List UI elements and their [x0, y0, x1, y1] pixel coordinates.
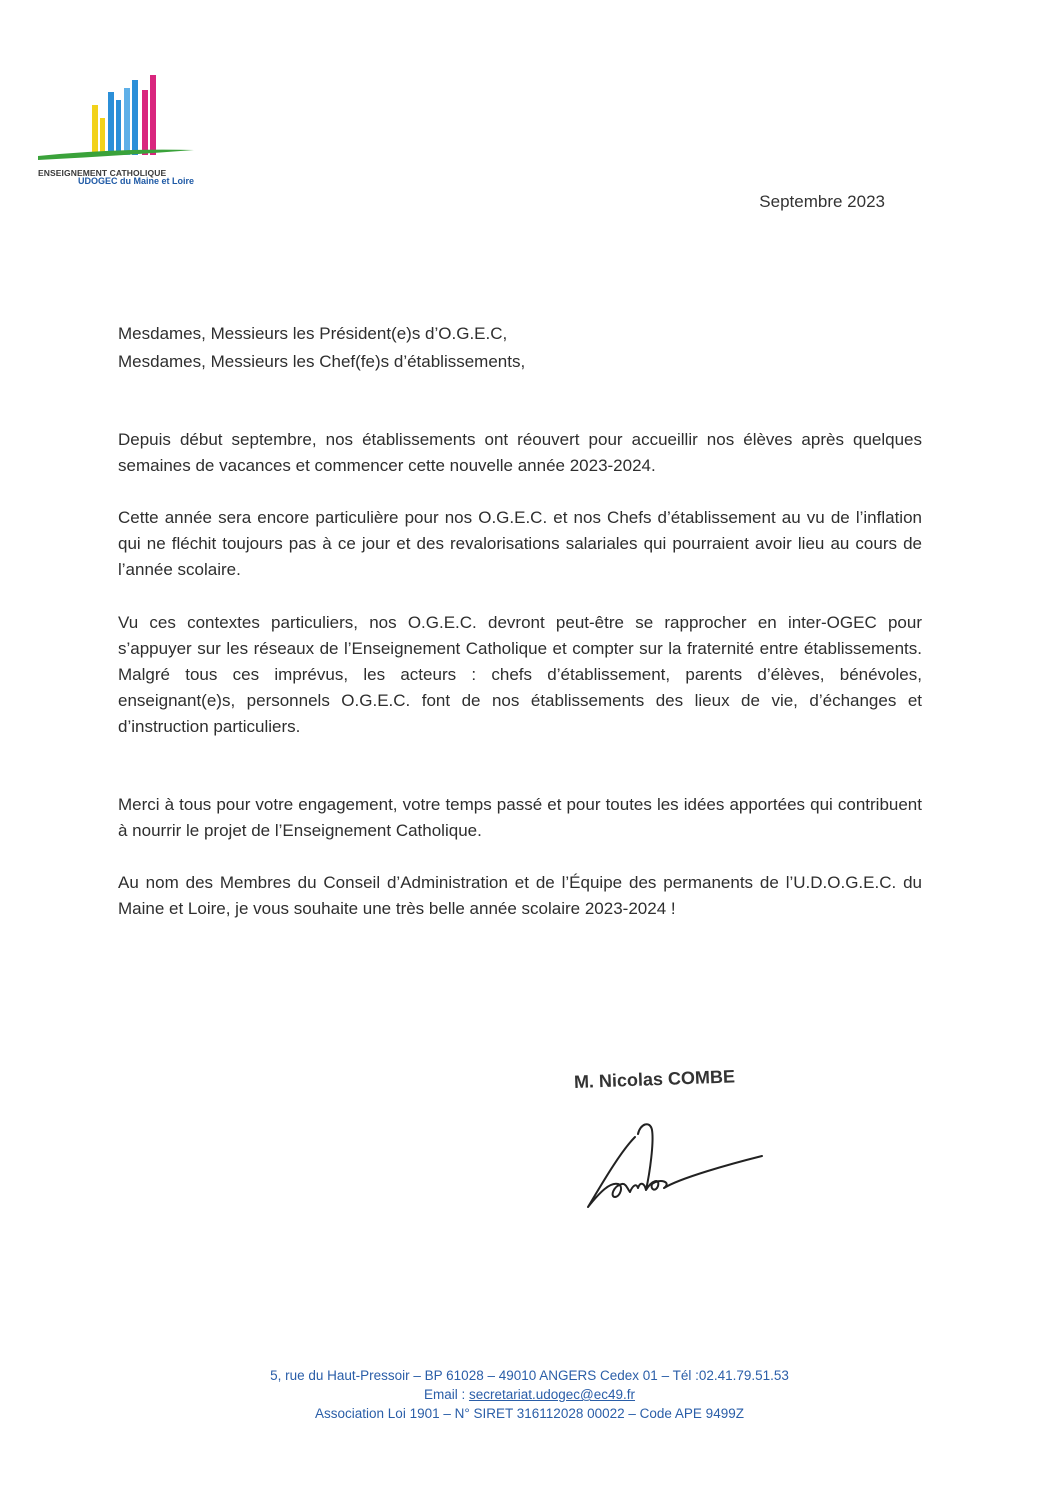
- enseignement-catholique-logo-icon: [36, 70, 206, 170]
- salutation-line: Mesdames, Messieurs les Président(e)s d’O.G.E.C,: [118, 324, 508, 343]
- body-paragraph: Merci à tous pour votre engagement, votre temps passé et pour toutes les idées apportées qui contribuent à nourrir le projet de l’Enseignement Catholique.: [118, 795, 922, 840]
- footer: [0, 1366, 1059, 1423]
- letter-date: Septembre 2023: [759, 192, 885, 211]
- body-paragraph: Vu ces contextes particuliers, nos O.G.E.C. devront peut-être se rapprocher en inter-OGEC pour s’appuyer sur les réseaux de l’Enseignement Catholique et compter sur la fraternité entre établissements. Malgré tous ces imprévus, les acteurs : chefs d’établissement, parents d’élèves, bénévoles, enseignant(e)s, personnels O.G.E.C. font de nos établissements des lieux de vie, d’échanges et d’instruction particuliers.: [118, 613, 922, 736]
- body-paragraph: Au nom des Membres du Conseil d’Administration et de l’Équipe des permanents de l’U.D.O.G.E.C. du Maine et Loire, je vous souhaite une très belle année scolaire 2023-2024 !: [118, 873, 922, 918]
- body-paragraph: Cette année sera encore particulière pour nos O.G.E.C. et nos Chefs d’établissement au vu de l’inflation qui ne fléchit toujours pas à ce jour et des revalorisations salariales qui pourraient avoir lieu au cours de l’année scolaire.: [118, 508, 922, 579]
- footer-email-label: Email :: [423, 1387, 469, 1402]
- logo-text-line1: ENSEIGNEMENT CATHOLIQUE: [38, 168, 167, 178]
- salutation-line: Mesdames, Messieurs les Chef(fe)s d’établissements,: [118, 352, 526, 371]
- body-paragraph: Depuis début septembre, nos établissements ont réouvert pour accueillir nos élèves après quelques semaines de vacances et commencer cette nouvelle année 2023-2024.: [118, 430, 922, 475]
- handwritten-signature-icon: [580, 1112, 770, 1222]
- signer-name: M. Nicolas COMBE: [573, 1066, 736, 1092]
- salutation: [118, 320, 525, 376]
- footer-legal: Association Loi 1901 – N° SIRET 316112028 00022 – Code APE 9499Z: [315, 1406, 744, 1421]
- footer-email-link[interactable]: secretariat.udogec@ec49.fr: [468, 1387, 636, 1402]
- udogec-logo: [36, 70, 206, 190]
- logo-text-line2: UDOGEC du Maine et Loire: [78, 176, 195, 186]
- footer-address: 5, rue du Haut-Pressoir – BP 61028 – 49010 ANGERS Cedex 01 – Tél :02.41.79.51.53: [270, 1368, 789, 1383]
- footer-email-line: [0, 1385, 1059, 1404]
